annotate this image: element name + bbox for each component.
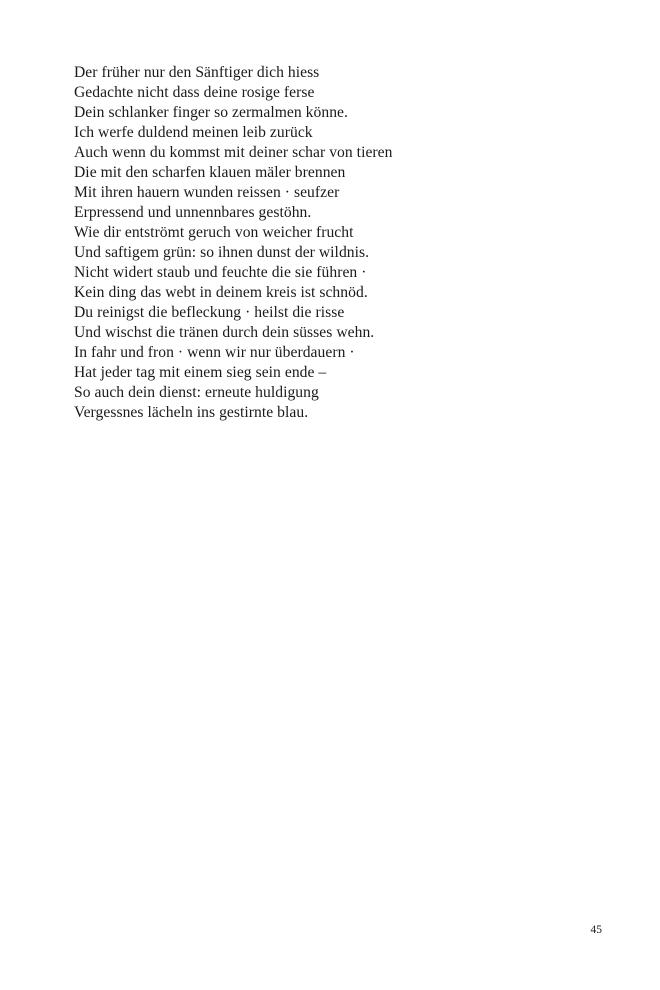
- poem-line-12: Kein ding das webt in deinem kreis ist schnöd.: [74, 284, 368, 301]
- poem-line-13: Du reinigst die befleckung · heilst die risse: [74, 304, 345, 321]
- poem-line-15: In fahr und fron · wenn wir nur überdauern ·: [74, 344, 355, 361]
- poem-line-3: Dein schlanker finger so zermalmen könne.: [74, 104, 348, 121]
- poem-line-14: Und wischst die tränen durch dein süsses wehn.: [74, 324, 375, 341]
- poem-line-16: Hat jeder tag mit einem sieg sein ende –: [74, 364, 327, 381]
- poem-line-4: Ich werfe duldend meinen leib zurück: [74, 124, 313, 141]
- poem-line-8: Erpressend und unnennbares gestöhn.: [74, 204, 312, 221]
- page-number: 45: [590, 924, 602, 936]
- poem-line-9: Wie dir entströmt geruch von weicher frucht: [74, 224, 354, 241]
- poem-line-6: Die mit den scharfen klauen mäler brennen: [74, 164, 346, 181]
- poem-line-17: So auch dein dienst: erneute huldigung: [74, 384, 319, 401]
- poem-line-7: Mit ihren hauern wunden reissen · seufzer: [74, 184, 340, 201]
- poem-line-18: Vergessnes lächeln ins gestirnte blau.: [74, 404, 309, 421]
- poem-line-10: Und saftigem grün: so ihnen dunst der wildnis.: [74, 244, 370, 261]
- poem-line-11: Nicht widert staub und feuchte die sie führen ·: [74, 264, 367, 281]
- poem-line-1: Der früher nur den Sänftiger dich hiess: [74, 64, 320, 81]
- poem: [74, 63, 594, 423]
- poem-line-2: Gedachte nicht dass deine rosige ferse: [74, 84, 315, 101]
- poem-line-5: Auch wenn du kommst mit deiner schar von tieren: [74, 144, 393, 161]
